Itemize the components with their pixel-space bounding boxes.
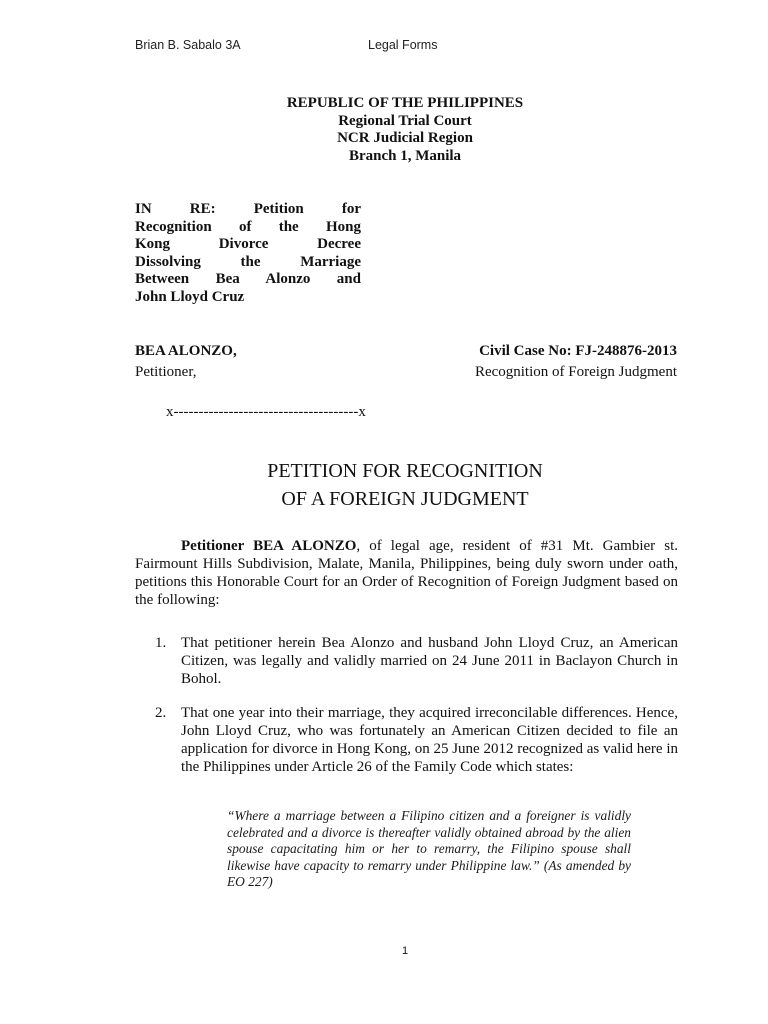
court-name: Regional Trial Court [338,112,472,129]
in-re-line: IN RE: Petition for [135,201,361,217]
list-item-number: 2. [155,705,167,721]
intro-paragraph [135,537,678,609]
in-re-line: Between Bea Alonzo and [135,271,361,287]
page-number: 1 [401,945,409,957]
in-re-block [135,201,361,306]
caption-separator: x-------------------------------------x [166,404,366,420]
in-re-line: Kong Divorce Decree [135,236,361,252]
article-quote: “Where a marriage between a Filipino citizen and a foreigner is validly celebrated and a divorce is thereafter validly obtained abroad by the alien spouse capacitating him or her to remarry, the Filipino spouse shall likewise have capacity to remarry under Philippine law.” (As amended by EO 227) [227,808,631,889]
court-branch: Branch 1, Manila [348,147,462,164]
case-block [475,341,677,383]
in-re-line: Dissolving the Marriage [135,253,361,270]
document-title [0,457,768,513]
list-item-text: That petitioner herein Bea Alonzo and husband John Lloyd Cruz, an American Citizen, was legally and validly married on 24 June 2011 in Baclayon Church in Bohol. [181,635,678,687]
list-item-number: 1. [155,635,167,651]
petitioner-name: BEA ALONZO, [135,343,237,359]
intro-text: , of legal age, resident of #31 Mt. Gambier st. Fairmount Hills Subdivision, Malate, Manila, Philippines, being duly sworn under oath, petitions this Honorable Court for an Order of Recognition of Foreign Judgment based on the following: [135,538,678,608]
petitioner-block [135,341,237,383]
case-nature: Recognition of Foreign Judgment [474,364,677,380]
title-line-1: PETITION FOR RECOGNITION [267,460,543,482]
court-caption [0,95,768,165]
case-number: Civil Case No: FJ-248876-2013 [479,343,677,359]
list-item [155,634,678,688]
list-item-text: That one year into their marriage, they acquired irreconcilable differences. Hence, John Lloyd Cruz, who was fortunately an American Citizen decided to file an application for divorce in Hong Kong, on 25 June 2012 recognized as valid here in the Philippines under Article 26 of the Family Code which states: [181,705,678,775]
header-title: Legal Forms [368,38,438,52]
list-item [155,704,678,776]
court-region: NCR Judicial Region [337,130,473,146]
court-republic: REPUBLIC OF THE PHILIPPINES [286,95,524,111]
header-author: Brian B. Sabalo 3A [135,38,241,52]
intro-bold: Petitioner BEA ALONZO [181,538,357,554]
title-line-2: OF A FOREIGN JUDGMENT [281,488,529,510]
in-re-line: John Lloyd Cruz [135,288,245,305]
in-re-line: Recognition of the Hong [135,218,361,235]
petitioner-role: Petitioner, [135,364,197,380]
